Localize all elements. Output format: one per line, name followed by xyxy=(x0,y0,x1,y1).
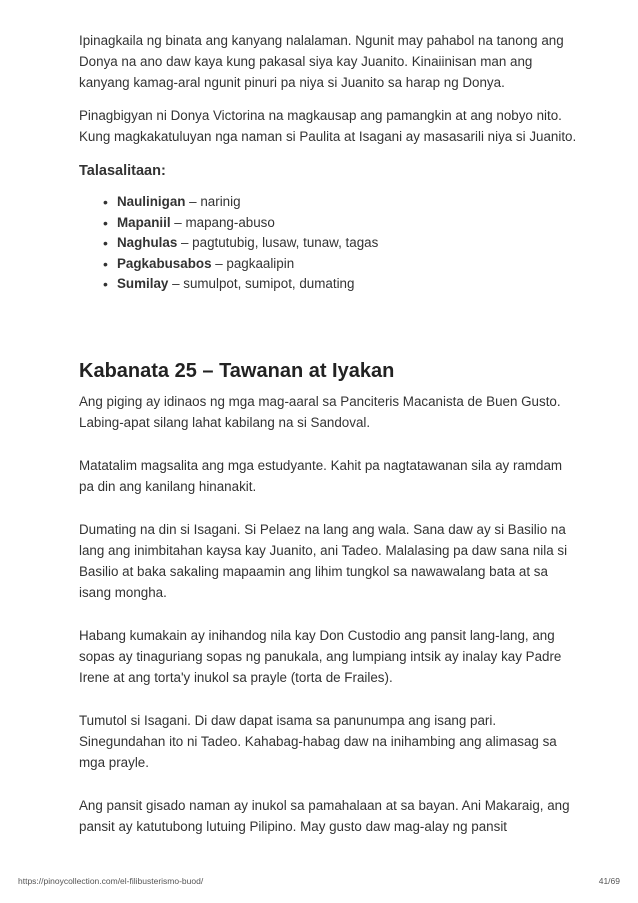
glossary-term: Pagkabusabos xyxy=(117,255,212,271)
page-footer xyxy=(18,876,620,886)
glossary-item xyxy=(103,254,579,275)
paragraph: Matatalim magsalita ang mga estudyante. Kahit pa nagtatawanan sila ay ramdam pa din ang kanilang hinanakit. xyxy=(79,457,563,494)
glossary-item xyxy=(103,213,579,234)
glossary-definition: – sumulpot, sumipot, dumating xyxy=(168,276,355,291)
footer-url[interactable]: https://pinoycollection.com/el-filibusterismo-buod/ xyxy=(18,876,204,886)
glossary-item xyxy=(103,233,579,254)
glossary-term: Sumilay xyxy=(117,276,169,291)
glossary-item xyxy=(103,274,579,295)
glossary-title: Talasalitaan: xyxy=(79,163,166,179)
paragraph: Tumutol si Isagani. Di daw dapat isama sa panunumpa ang isang pari. Sinegundahan ito ni Tadeo. Kahabag-habag daw na inihambing ang alimasag sa mga prayle. xyxy=(79,712,557,770)
glossary-item xyxy=(103,192,579,213)
glossary-list xyxy=(79,192,579,295)
glossary-definition: – narinig xyxy=(185,194,241,209)
glossary-term: Naulinigan xyxy=(117,194,186,209)
document-body xyxy=(79,30,579,837)
chapter-heading: Kabanata 25 – Tawanan at Iyakan xyxy=(79,359,395,382)
glossary-definition: – pagtutubig, lusaw, tunaw, tagas xyxy=(177,235,379,250)
glossary-definition: – mapang-abuso xyxy=(170,214,275,230)
paragraph: Ang pansit gisado naman ay inukol sa pamahalaan at sa bayan. Ani Makaraig, ang pansit ay katutubong lutuing Pilipino. May gusto daw mag-alay ng pansit xyxy=(79,797,570,834)
paragraph: Ang piging ay idinaos ng mga mag-aaral sa Panciteris Macanista de Buen Gusto. Labing-apat silang lahat kabilang na si Sandoval. xyxy=(79,393,561,430)
page-number: 41/69 xyxy=(598,876,620,886)
glossary-term: Naghulas xyxy=(117,235,178,250)
paragraph: Habang kumakain ay inihandog nila kay Don Custodio ang pansit lang-lang, ang sopas ay tinaguriang sopas ng panukala, ang lumpiang intsik ay inalay kay Padre Irene at ang torta'y inukol sa prayle (torta de Frailes). xyxy=(79,627,562,685)
paragraph: Ipinagkaila ng binata ang kanyang nalalaman. Ngunit may pahabol na tanong ang Donya na ano daw kaya kung pakasal siya kay Juanito. Kinaiinisan man ang kanyang kamag-aral ngunit pinuri pa niya si Juanito sa harap ng Donya. xyxy=(79,33,564,90)
glossary-definition: – pagkaalipin xyxy=(211,255,295,271)
paragraph: Pinagbigyan ni Donya Victorina na magkausap ang pamangkin at ang nobyo nito. Kung magkakatuluyan nga naman si Paulita at Isagani ay masasarili niya si Juanito. xyxy=(79,108,577,144)
paragraph: Dumating na din si Isagani. Si Pelaez na lang ang wala. Sana daw ay si Basilio na lang ang inimbitahan kaysa kay Juanito, ani Tadeo. Malalasing pa daw sana nila si Basilio at baka sakaling mapaamin ang lihim tungkol sa nawawalang bata at sa isang mongha. xyxy=(79,521,568,600)
glossary-term: Mapaniil xyxy=(117,214,171,230)
